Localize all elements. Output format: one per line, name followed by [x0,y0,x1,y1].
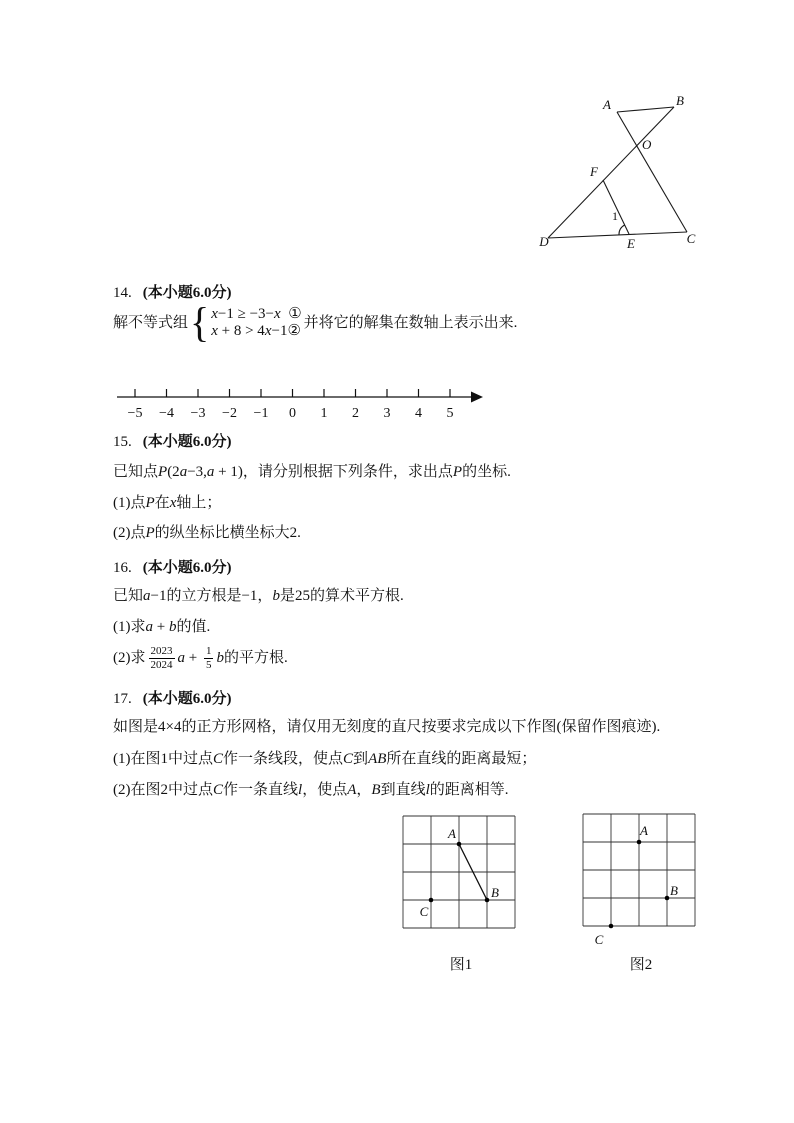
q14-body [113,300,517,346]
label-b: B [491,885,499,900]
q17-item2: (2)在图2中过点C作一条直线l，使点A，B到直线l的距离相等. [113,782,509,798]
q17-number: 17. [113,691,132,707]
svg-text:−3: −3 [190,406,206,421]
svg-text:1: 1 [320,406,328,421]
grid-figure-2 [576,810,706,950]
label-c: C [419,904,429,919]
q14-intro: 解不等式组 [113,314,189,331]
q15-header [113,430,232,451]
q16-body: 已知a−1的立方根是−1，b是25的算术平方根. [113,588,404,604]
q15-item2: (2)点P的纵坐标比横坐标大2. [113,525,301,541]
point-c [429,898,434,903]
q14-number: 14. [113,285,132,301]
q17-item1: (1)在图1中过点C作一条线段，使点C到AB所在直线的距离最短； [113,751,537,767]
label-o: O [642,137,652,152]
q14-score: (本小题6.0分) [142,285,232,301]
svg-text:0: 0 [289,406,296,421]
system-brace: { [190,298,210,347]
svg-text:−5: −5 [127,406,143,421]
svg-text:4: 4 [415,406,422,421]
q16-item2-prefix: (2)求 [113,649,146,666]
q15-number: 15. [113,434,132,450]
q16-header [113,556,232,577]
grid-figure-1 [396,812,526,952]
geometry-figure [536,90,706,255]
q15-body: 已知点P(2a−3,a + 1)，请分别根据下列条件，求出点P的坐标. [113,464,511,480]
label-c: C [686,231,696,246]
fraction-1-5 [204,645,214,671]
svg-text:−4: −4 [159,406,174,421]
figure-labels [538,93,695,251]
grid-lines [583,814,695,926]
q15-item1: (1)点P在x轴上； [113,495,222,511]
grid1-caption: 图1 [449,957,473,973]
q16-number: 16. [113,560,132,576]
q17-score: (本小题6.0分) [142,691,232,707]
point-c [609,924,614,929]
q16-score: (本小题6.0分) [142,560,232,576]
segment-ab [617,107,674,112]
q16-item2-mid: a + [177,649,201,666]
segment-dc [548,232,687,238]
point-b [665,896,670,901]
q15-score: (本小题6.0分) [142,434,232,450]
inequality-1: x−1 ≥ −3−x ① [211,306,302,322]
point-a [457,842,462,847]
number-line [113,384,485,426]
number-line-axis [117,389,471,397]
q17-body: 如图是4×4的正方形网格，请仅用无刻度的直尺按要求完成以下作图(保留作图痕迹). [113,719,661,735]
label-e: E [627,236,635,251]
fraction-denominator: 2024 [150,658,173,671]
axis-arrow [471,392,483,403]
point-a [637,840,642,845]
q14-suffix: 并将它的解集在数轴上表示出来. [303,314,518,331]
label-a: A [640,823,648,838]
q14-header [113,281,232,302]
tick-labels [128,406,454,421]
inequality-system [190,298,302,347]
label-angle-1: 1 [612,209,618,223]
svg-text:−2: −2 [222,406,237,421]
label-f: F [590,164,598,179]
svg-text:2: 2 [352,406,359,421]
q17-header [113,687,232,708]
fraction-2023-2024 [149,645,175,671]
svg-text:−1: −1 [253,406,269,421]
fraction-numerator: 2023 [150,644,173,657]
point-b [485,898,490,903]
segment-bd [548,107,674,238]
q16-item1: (1)求a + b的值. [113,619,211,635]
label-a: A [603,97,611,112]
grid2-caption: 图2 [629,957,653,973]
svg-text:3: 3 [383,406,391,421]
label-a: A [448,826,456,841]
fraction-denominator: 5 [205,658,212,671]
q16-item2-end: b的平方根. [216,649,288,666]
label-c: C [594,932,604,947]
label-b: B [670,883,678,898]
system-lines [211,306,301,340]
q16-item2 [113,643,288,673]
angle-arc [619,225,625,235]
inequality-2: x + 8 > 4x−1② [211,323,301,339]
label-d: D [539,234,549,249]
svg-text:5: 5 [446,406,454,421]
segment-fe [603,180,629,234]
label-b: B [676,93,684,108]
fraction-numerator: 1 [205,644,212,657]
